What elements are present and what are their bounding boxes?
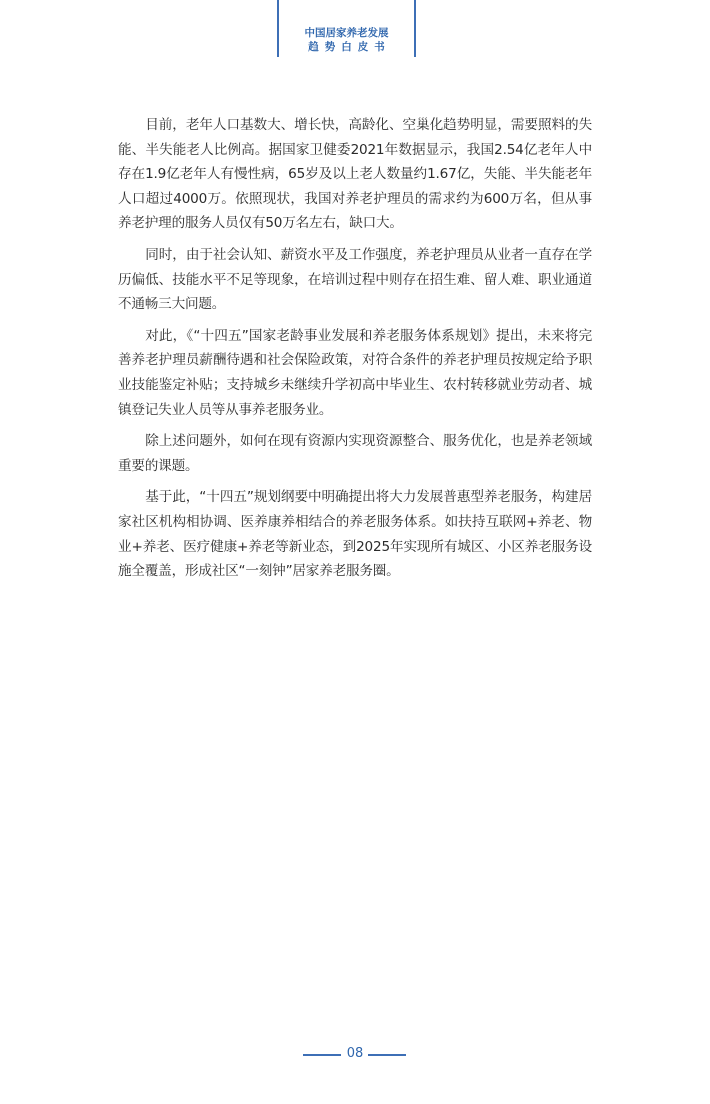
header-title xyxy=(279,26,414,54)
body-text xyxy=(118,113,592,591)
footer-right-rule xyxy=(368,1054,406,1056)
paragraph-1: 目前，老年人口基数大、增长快，高龄化、空巢化趋势明显，需要照料的失能、半失能老人比例高。据国家卫健委2021年数据显示，我国2.54亿老年人中存在1.9亿老年人有慢性病，65岁及以上老人数量约1.67亿，失能、半失能老年人口超过4000万。依照现状，我国对养老护理员的需求约为600万名，但从事养老护理的服务人员仅有50万名左右，缺口大。 xyxy=(118,117,592,232)
page-footer xyxy=(0,1044,710,1064)
header-title-line2: 趋势白皮书 xyxy=(308,41,391,53)
footer-left-rule xyxy=(303,1054,341,1056)
paragraph-4: 除上述问题外，如何在现有资源内实现资源整合、服务优化，也是养老领域重要的课题。 xyxy=(118,433,592,474)
paragraph-3: 对此，《“十四五”国家老龄事业发展和养老服务体系规划》提出，未来将完善养老护理员薪酬待遇和社会保险政策，对符合条件的养老护理员按规定给予职业技能鉴定补贴；支持城乡未继续升学初高中毕业生、农村转移就业劳动者、城镇登记失业人员等从事养老服务业。 xyxy=(118,327,592,418)
page-number: 08 xyxy=(346,1046,364,1061)
header-right-rule xyxy=(414,0,416,57)
header-title-line1: 中国居家养老发展 xyxy=(304,27,389,39)
paragraph-2: 同时，由于社会认知、薪资水平及工作强度，养老护理员从业者一直存在学历偏低、技能水平不足等现象，在培训过程中则存在招生难、留人难、职业通道不通畅三大问题。 xyxy=(118,246,592,313)
running-header xyxy=(277,0,416,57)
paragraph-5: 基于此，“十四五”规划纲要中明确提出将大力发展普惠型养老服务，构建居家社区机构相协调、医养康养相结合的养老服务体系。如扶持互联网+养老、物业+养老、医疗健康+养老等新业态，到2025年实现所有城区、小区养老服务设施全覆盖，形成社区“一刻钟”居家养老服务圈。 xyxy=(118,489,592,580)
